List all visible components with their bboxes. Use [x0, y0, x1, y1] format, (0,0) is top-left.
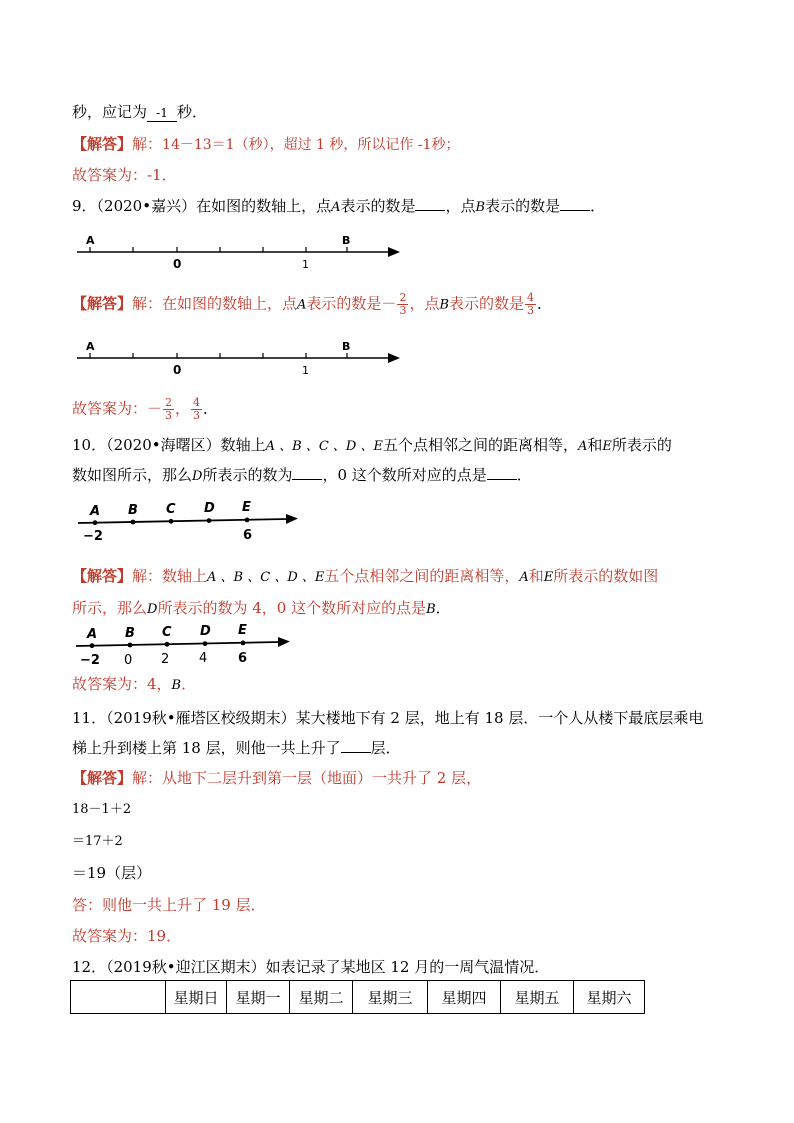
value-label: −2 — [80, 653, 100, 668]
value-label: −2 — [83, 529, 103, 544]
point-label: A — [90, 504, 101, 519]
p11-expression-1: 18－1＋2 — [72, 802, 132, 817]
point-label: B — [128, 503, 138, 518]
p8-solution — [72, 134, 459, 155]
number-line-figure-2 — [72, 336, 412, 384]
p11-question-line2: 梯上升到楼上第 18 层，则他一共上升了 层． — [72, 739, 401, 757]
p10-solution-line1: 【解答】解：数轴上A 、B 、C 、D 、E五个点相邻之间的距离相等，A和E所表示的数如图 — [72, 567, 659, 585]
text: 解： — [132, 135, 163, 153]
fraction-2-3: $\frac{2}{3}$ — [399, 291, 407, 317]
table-header-cell: 星期四 — [428, 981, 501, 1014]
point-label: A — [87, 627, 98, 642]
table-header-cell: 星期二 — [290, 981, 353, 1014]
text: 秒． — [177, 103, 208, 121]
p9-question: 9．（2020•嘉兴）在如图的数轴上，点A表示的数是 ，点B表示的数是 ． — [72, 197, 606, 215]
fraction-4-3: $\frac{4}{3}$ — [527, 291, 535, 317]
point-b-label: B — [342, 340, 351, 353]
point-label: C — [166, 502, 176, 517]
tick-label-1: 1 — [302, 364, 309, 377]
number-line-figure-3 — [76, 500, 306, 546]
text: 14－13＝1（秒），超过 1 秒，所以记作 -1秒； — [162, 137, 460, 153]
text: 秒，应记为 — [72, 103, 148, 121]
p9-answer: 故答案为：－ $\frac{2}{3}$ ， $\frac{4}{3}$ ． — [72, 396, 219, 422]
value-label: 6 — [238, 651, 248, 666]
p10-question-line2: 数如图所示，那么D所表示的数为 ，0 这个数所对应的点是 ． — [72, 466, 532, 484]
point-label: E — [242, 500, 251, 515]
table-header-row — [71, 981, 645, 1014]
arrow-head — [388, 247, 400, 257]
value-label: 4 — [199, 651, 208, 666]
answer-blank: -1 — [147, 104, 177, 122]
point-label: D — [200, 624, 211, 639]
number-line-figure-4 — [74, 622, 304, 670]
point-b-label: B — [342, 234, 351, 247]
p9-solution: 【解答】解：在如图的数轴上，点A表示的数是－ $\frac{2}{3}$ ，点B表示的数是 $\frac{4}{3}$ ． — [72, 291, 553, 317]
p10-answer: 故答案为：4，B． — [72, 675, 197, 693]
tick-label-0: 0 — [173, 363, 182, 377]
p11-answer-statement: 答：则他一共上升了 19 层． — [72, 896, 266, 914]
point-label: D — [204, 501, 215, 516]
tick-label-0: 0 — [173, 257, 182, 271]
table-header-cell — [71, 981, 166, 1014]
p11-expression-3: ＝19（层） — [72, 864, 152, 882]
table-header-cell: 星期三 — [353, 981, 428, 1014]
answer-blank — [560, 210, 590, 211]
table-header-cell: 星期日 — [166, 981, 227, 1014]
point-a-label: A — [86, 234, 95, 247]
tick-label-1: 1 — [302, 258, 309, 271]
point-label: C — [162, 625, 172, 640]
p11-answer: 故答案为：19． — [72, 927, 182, 945]
table-header-cell: 星期一 — [227, 981, 290, 1014]
p11-expression-2: ＝17＋2 — [72, 834, 123, 849]
value-label: 6 — [243, 528, 253, 543]
solution-tag: 【解答】 — [72, 135, 133, 153]
table-header-cell: 星期六 — [574, 981, 645, 1014]
weekly-temperature-table — [70, 980, 645, 1014]
answer-blank — [292, 479, 322, 480]
table-header-cell: 星期五 — [501, 981, 574, 1014]
point-a-label: A — [86, 340, 95, 353]
p11-solution: 【解答】解：从地下二层升到第一层（地面）一共升了 2 层， — [72, 769, 482, 787]
point-label: B — [125, 626, 135, 641]
value-label: 2 — [161, 652, 170, 667]
answer-blank — [415, 210, 445, 211]
point-label: E — [238, 623, 247, 638]
value-label: 0 — [124, 653, 133, 668]
answer-blank — [341, 752, 371, 753]
p10-solution-line2: 所示，那么D所表示的数为 4，0 这个数所对应的点是B． — [72, 599, 451, 617]
p8-line — [72, 102, 207, 122]
p12-question: 12．（2019秋•迎江区期末）如表记录了某地区 12 月的一周气温情况． — [72, 958, 550, 976]
fraction-4-3: $\frac{4}{3}$ — [193, 396, 201, 422]
p10-question-line1: 10．（2020•海曙区）数轴上A 、B 、C 、D 、E五个点相邻之间的距离相等，A和E所表示的 — [72, 436, 672, 454]
number-line-figure-1 — [72, 230, 412, 278]
p11-question-line1: 11．（2019秋•雁塔区校级期末）某大楼地下有 2 层，地上有 18 层．一个人从楼下最底层乘电 — [72, 709, 704, 727]
fraction-2-3: $\frac{2}{3}$ — [165, 396, 173, 422]
p8-answer: 故答案为：-1． — [72, 166, 177, 184]
answer-blank — [487, 479, 517, 480]
